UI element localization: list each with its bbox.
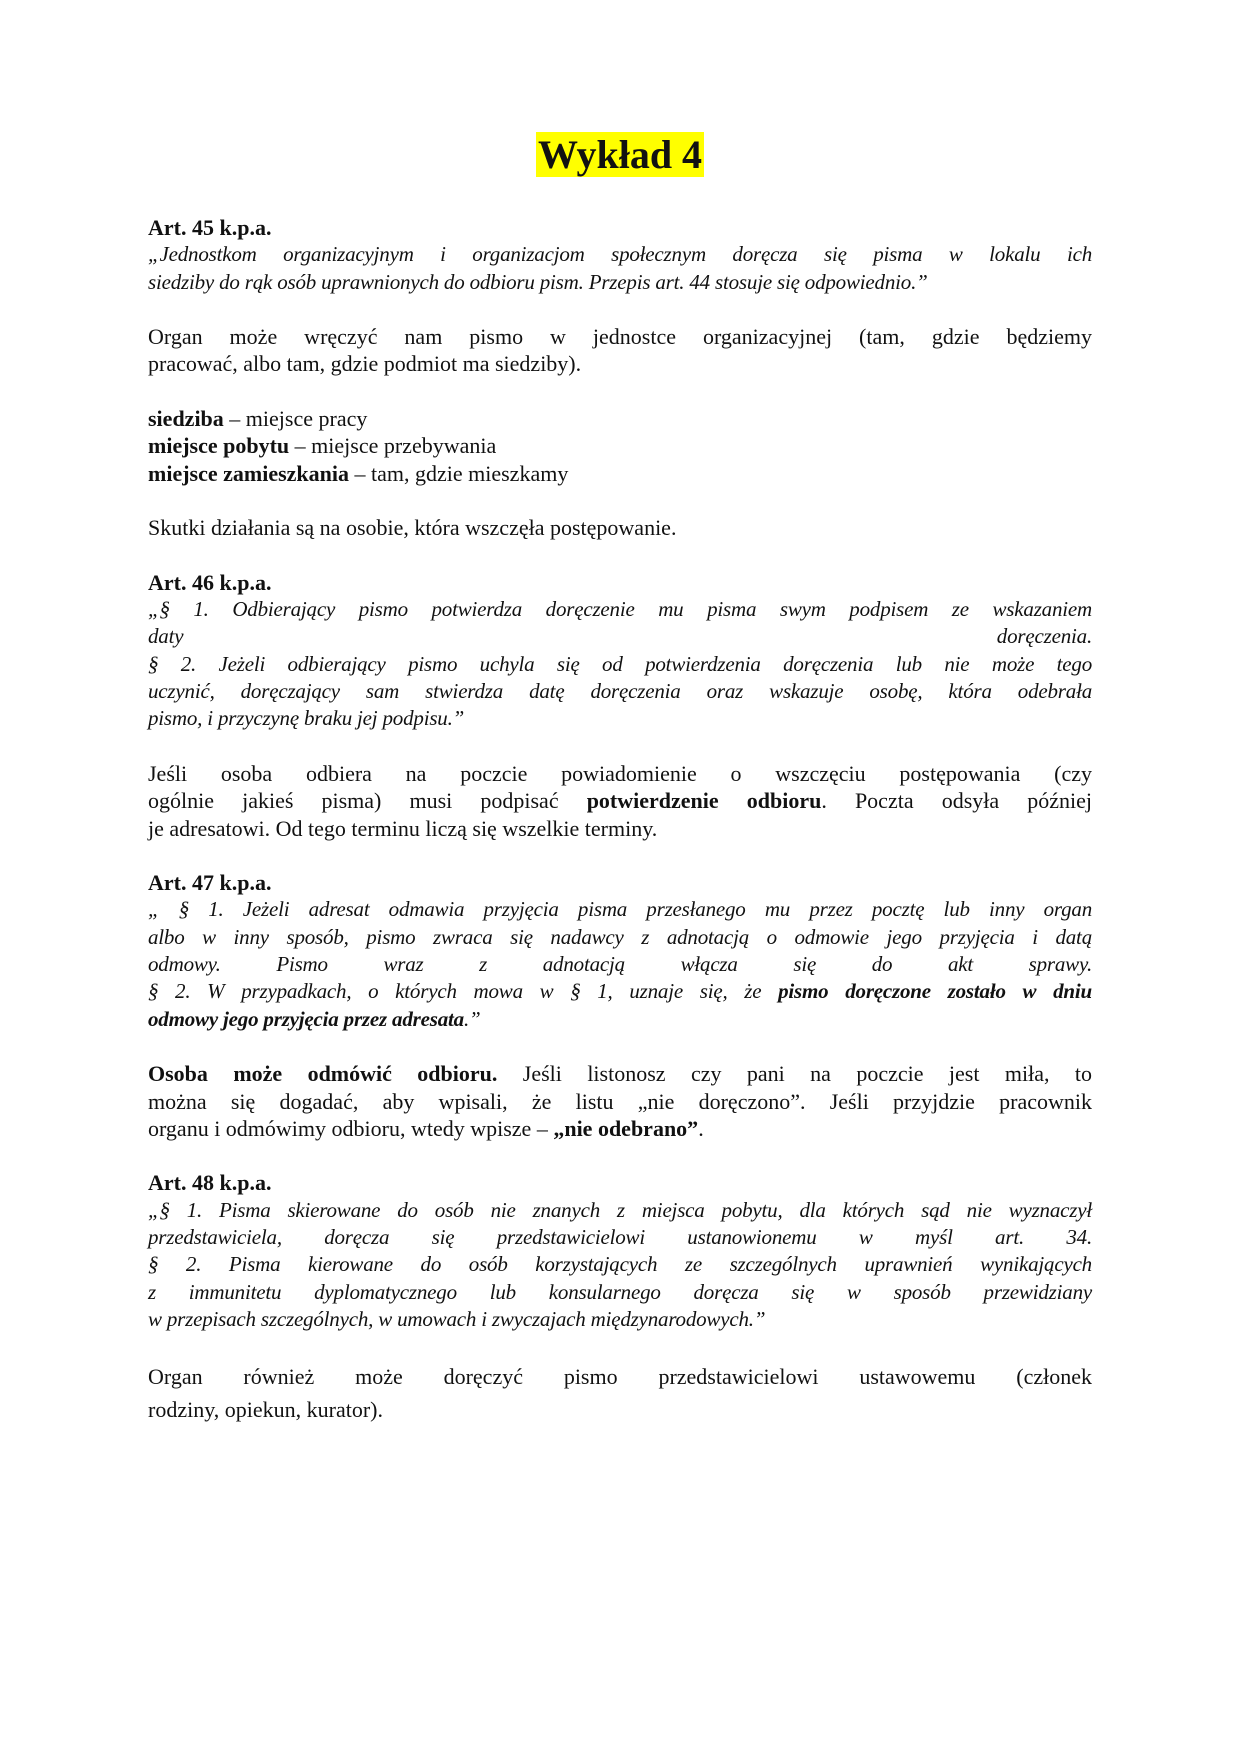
text-line — [148, 651, 1092, 678]
text-span: pracować, albo tam, gdzie podmiot ma siedziby). — [148, 351, 582, 377]
text-line — [148, 323, 1092, 350]
article-heading — [148, 214, 1092, 241]
text-line — [148, 760, 1092, 787]
text-span: Skutki działania są na osobie, która wszczęła postępowanie. — [148, 515, 677, 541]
text-span: . Poczta odsyła później — [821, 788, 1092, 814]
text-span: Organ może wręczyć nam pismo w jednostce organizacyjnej (tam, gdzie będziemy — [148, 324, 1092, 350]
bold-text: Art. 48 k.p.a. — [148, 1170, 272, 1196]
text-line — [148, 623, 1092, 650]
article-quote-block — [148, 869, 1092, 1033]
article-quote-block — [148, 214, 1092, 296]
article-heading — [148, 869, 1092, 896]
text-line — [148, 1279, 1092, 1306]
text-line — [148, 514, 1092, 541]
text-line — [148, 241, 1092, 268]
text-span: rodziny, opiekun, kurator). — [148, 1397, 384, 1423]
text-line — [148, 432, 1092, 459]
text-span: je adresatowi. Od tego terminu liczą się wszelkie terminy. — [148, 815, 658, 841]
bold-text: Art. 45 k.p.a. — [148, 215, 272, 240]
text-span: przedstawiciela, doręcza się przedstawicielowi ustanowionemu w myśl art. 34. — [148, 1224, 1092, 1249]
text-line — [148, 405, 1092, 432]
text-line — [148, 1360, 1092, 1393]
text-span: pismo, i przyczynę braku jej podpisu.” — [148, 706, 465, 731]
text-span: uczynić, doręczający sam stwierdza datę doręczenia oraz wskazuje osobę, która odebrała — [148, 679, 1092, 704]
text-span: „ § 1. Jeżeli adresat odmawia przyjęcia pisma przesłanego mu przez pocztę lub inny organ — [148, 897, 1092, 922]
text-span: . — [698, 1115, 704, 1141]
text-line — [148, 978, 1092, 1005]
text-line — [148, 815, 1092, 842]
text-line — [148, 350, 1092, 377]
text-span: .” — [463, 1006, 481, 1031]
text-line — [148, 1306, 1092, 1333]
text-span: w przepisach szczególnych, w umowach i zwyczajach międzynarodowych.” — [148, 1306, 766, 1331]
paragraph — [148, 405, 1092, 487]
bold-text: pismo doręczone zostało w dniu — [778, 979, 1092, 1004]
bold-text: potwierdzenie odbioru — [586, 788, 822, 814]
bold-text: miejsce zamieszkania — [148, 460, 349, 486]
bold-text: siedziba — [148, 406, 224, 432]
bold-text: Art. 46 k.p.a. — [148, 569, 272, 595]
text-line — [148, 596, 1092, 623]
text-line — [148, 460, 1092, 487]
text-line — [148, 678, 1092, 705]
bold-text: „nie odebrano” — [553, 1115, 699, 1141]
text-line — [148, 951, 1092, 978]
text-line — [148, 1060, 1092, 1087]
text-line — [148, 1115, 1092, 1142]
text-span: Jeśli listonosz czy pani na poczcie jest miła, to — [497, 1061, 1092, 1087]
text-line — [148, 705, 1092, 732]
text-line — [148, 924, 1092, 951]
text-line — [148, 787, 1092, 814]
text-span: albo w inny sposób, pismo zwraca się nadawcy z adnotacją o odmowie jego przyjęcia i datą — [148, 924, 1092, 949]
bold-text: odmowy jego przyjęcia przez adresata — [148, 1006, 464, 1031]
text-span: odmowy. Pismo wraz z adnotacją włącza się do akt sprawy. — [148, 952, 1092, 977]
bold-text: Osoba może odmówić odbioru. — [148, 1061, 498, 1087]
text-span: z immunitetu dyplomatycznego lub konsularnego doręcza się w sposób przewidziany — [148, 1279, 1092, 1304]
text-span: – miejsce pracy — [223, 406, 368, 432]
text-line — [148, 1006, 1092, 1033]
title-highlight: Wykład 4 — [537, 132, 703, 177]
paragraph — [148, 1360, 1092, 1426]
text-line — [148, 896, 1092, 923]
text-span: § 2. Pisma kierowane do osób korzystających ze szczególnych uprawnień wynikających — [148, 1252, 1092, 1277]
text-span: daty doręczenia. — [148, 624, 1092, 649]
text-span: Organ również może doręczyć pismo przedstawicielowi ustawowemu (członek — [148, 1364, 1092, 1390]
text-span: – miejsce przebywania — [289, 433, 497, 459]
text-span: można się dogadać, aby wpisali, że listu „nie doręczono”. Jeśli przyjdzie pracownik — [148, 1088, 1092, 1114]
article-quote-block — [148, 1169, 1092, 1333]
text-span: organu i odmówimy odbioru, wtedy wpisze – — [148, 1115, 554, 1141]
article-quote-block — [148, 569, 1092, 733]
text-span: – tam, gdzie mieszkamy — [349, 460, 569, 486]
text-line — [148, 1197, 1092, 1224]
text-line — [148, 1393, 1092, 1426]
article-heading — [148, 569, 1092, 596]
text-span: „Jednostkom organizacyjnym i organizacjom społecznym doręcza się pisma w lokalu ich — [148, 242, 1092, 267]
bold-text: miejsce pobytu — [148, 433, 290, 459]
text-line — [148, 1251, 1092, 1278]
paragraph — [148, 323, 1092, 378]
text-line — [148, 1088, 1092, 1115]
text-span: § 2. Jeżeli odbierający pismo uchyla się od potwierdzenia doręczenia lub nie może tego — [148, 651, 1092, 676]
text-span: „§ 1. Pisma skierowane do osób nie znanych z miejsca pobytu, dla których sąd nie wyznaczył — [148, 1197, 1092, 1222]
text-line — [148, 1224, 1092, 1251]
text-line — [148, 269, 1092, 296]
document-body — [148, 214, 1092, 1454]
text-span: „§ 1. Odbierający pismo potwierdza doręczenie mu pisma swym podpisem ze wskazaniem — [148, 597, 1092, 622]
bold-text: Art. 47 k.p.a. — [148, 870, 272, 896]
text-span: Jeśli osoba odbiera na poczcie powiadomienie o wszczęciu postępowania (czy — [148, 760, 1092, 786]
paragraph — [148, 514, 1092, 541]
article-heading — [148, 1169, 1092, 1196]
document-title — [0, 128, 1240, 182]
paragraph — [148, 760, 1092, 842]
text-span: § 2. W przypadkach, o których mowa w § 1, uznaje się, że — [148, 979, 779, 1004]
paragraph — [148, 1060, 1092, 1142]
text-span: ogólnie jakieś pisma) musi podpisać — [148, 788, 587, 814]
text-span: siedziby do rąk osób uprawnionych do odbioru pism. Przepis art. 44 stosuje się odpowiednio.” — [148, 269, 928, 294]
